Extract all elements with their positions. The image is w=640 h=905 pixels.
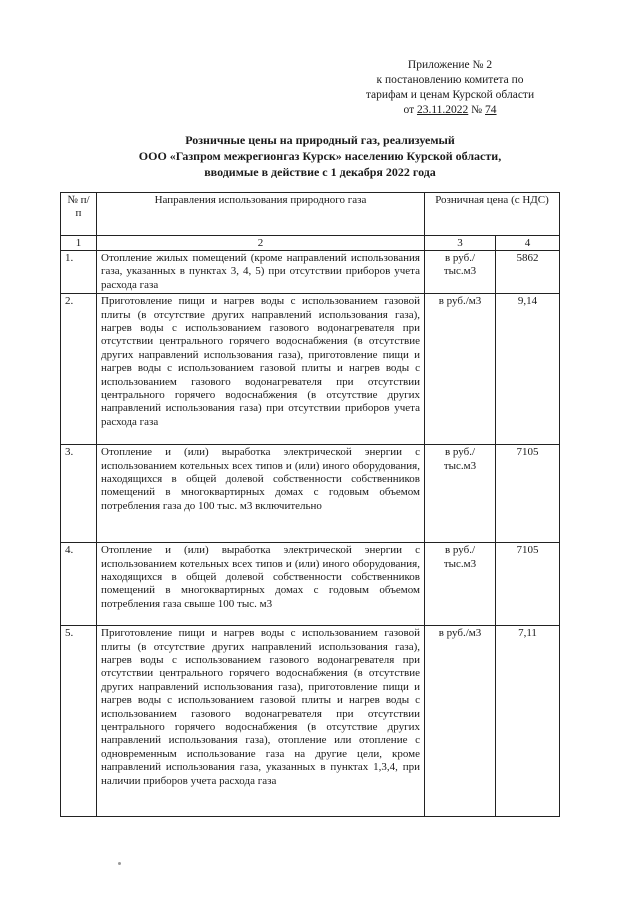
row-num: 1. — [61, 251, 97, 294]
index-cell: 2 — [97, 236, 425, 251]
row-unit: в руб./м3 — [425, 626, 496, 817]
tariff-table — [60, 192, 560, 817]
header-price: Розничная цена (с НДС) — [425, 193, 560, 236]
scan-speck — [118, 862, 121, 865]
row-direction: Отопление и (или) выработка электрической энергии с использованием котельных всех типов и (или) иного оборудования, находящихся в общей долевой собственности собственников помещений в многоквартирных домах с годовым объемом потребления газа до 100 тыс. м3 включительно — [97, 445, 425, 543]
appendix-line1: Приложение № 2 — [407, 59, 493, 71]
appendix-number-prefix: № — [468, 104, 486, 116]
header-num: № п/п — [61, 193, 97, 236]
row-unit: в руб./тыс.м3 — [425, 543, 496, 626]
title-line2: ООО «Газпром межрегионгаз Курск» населению Курской области, — [138, 149, 502, 163]
table-row — [61, 251, 560, 294]
header-direction: Направления использования природного газа — [97, 193, 425, 236]
row-num: 2. — [61, 294, 97, 445]
appendix-number: 74 — [485, 104, 497, 116]
table-row — [61, 626, 560, 817]
row-num: 4. — [61, 543, 97, 626]
row-unit: в руб./тыс.м3 — [425, 445, 496, 543]
table-header-row — [61, 193, 560, 236]
index-cell: 3 — [425, 236, 496, 251]
row-direction: Отопление и (или) выработка электрической энергии с использованием котельных всех типов и (или) иного оборудования, находящихся в общей долевой собственности собственников помещений в многоквартирных домах с годовым объемом потребления газа свыше 100 тыс. м3 — [97, 543, 425, 626]
row-unit: в руб./тыс.м3 — [425, 251, 496, 294]
row-price: 7105 — [496, 445, 560, 543]
table-index-row — [61, 236, 560, 251]
appendix-date: 23.11.2022 — [416, 104, 469, 116]
row-num: 5. — [61, 626, 97, 817]
row-direction: Приготовление пищи и нагрев воды с использованием газовой плиты (в отсутствие других направлений использования газа), нагрев воды с использованием газового водонагревателя при отсутствии центрального горячего водоснабжения (в отсутствие других направлений использования газа), приготовление пищи и нагрев воды с использованием газовой плиты и нагрев воды с использованием газового водонагревателя при отсутствии центрального горячего водоснабжения (в отсутствие других направлений использования газа) при отсутствии приборов учета расхода газа — [97, 294, 425, 445]
index-cell: 4 — [496, 236, 560, 251]
index-cell: 1 — [61, 236, 97, 251]
row-price: 9,14 — [496, 294, 560, 445]
appendix-header — [340, 58, 560, 118]
title-line3: вводимые в действие с 1 декабря 2022 года — [204, 165, 436, 179]
appendix-line3: тарифам и ценам Курской области — [365, 89, 535, 101]
title-line1: Розничные цены на природный газ, реализуемый — [185, 133, 455, 147]
row-unit: в руб./м3 — [425, 294, 496, 445]
row-price: 7,11 — [496, 626, 560, 817]
row-price: 7105 — [496, 543, 560, 626]
table-row — [61, 543, 560, 626]
appendix-date-prefix: от — [403, 104, 417, 116]
row-num: 3. — [61, 445, 97, 543]
document-title — [80, 132, 560, 180]
appendix-line2: к постановлению комитета по — [376, 74, 524, 86]
appendix-date-line — [340, 103, 560, 118]
table-row — [61, 294, 560, 445]
row-price: 5862 — [496, 251, 560, 294]
table-row — [61, 445, 560, 543]
row-direction: Приготовление пищи и нагрев воды с использованием газовой плиты (в отсутствие других направлений использования газа), нагрев воды с использованием газового водонагревателя при отсутствии центрального горячего водоснабжения (в отсутствие других направлений использования газа), приготовление пищи и нагрев воды с использованием газовой плиты и нагрев воды с использованием газового водонагревателя при отсутствии центрального горячего водоснабжения (в отсутствие других направлений использования газа), отопление или отопление с одновременным использование газа на другие цели, кроме направлений использования газа, указанных в пунктах 1,3,4, при наличии приборов учета расхода газа — [97, 626, 425, 817]
row-direction: Отопление жилых помещений (кроме направлений использования газа, указанных в пунктах 3, 4, 5) при отсутствии приборов учета расхода газа — [97, 251, 425, 294]
